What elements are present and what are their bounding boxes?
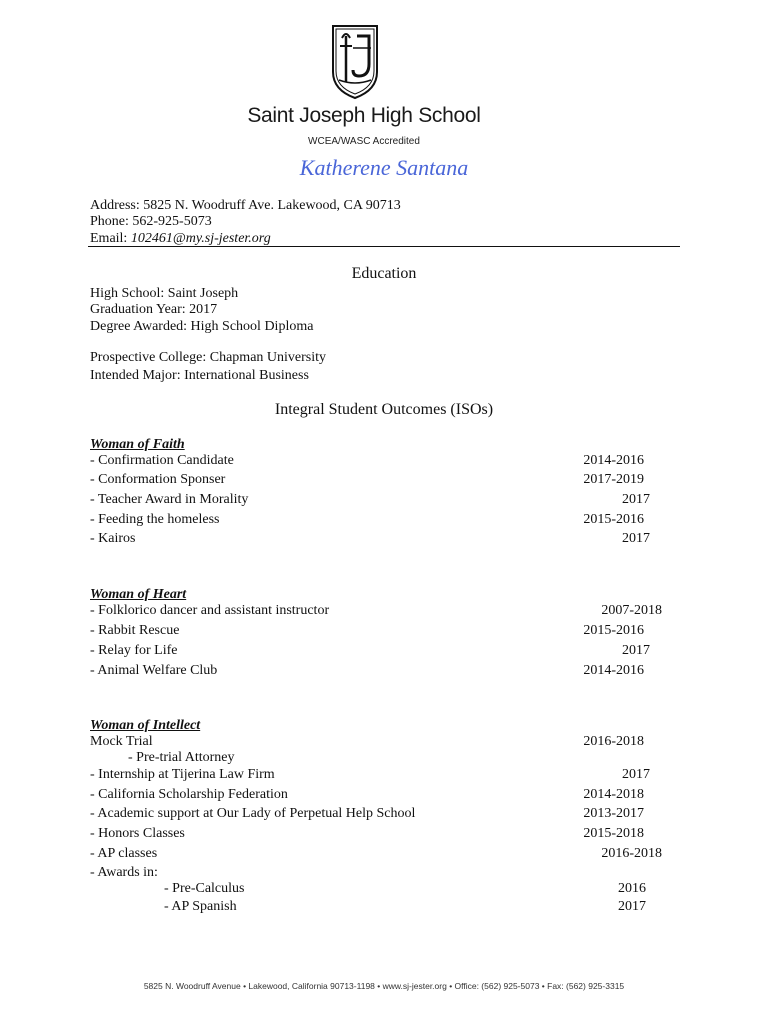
school-name: Saint Joseph High School (247, 104, 481, 127)
list-item-year: 2015-2016 (583, 623, 644, 638)
list-item: Mock Trial (90, 734, 153, 749)
high-school-line: High School: Saint Joseph (90, 286, 239, 301)
list-item-year: 2015-2018 (583, 826, 644, 841)
education-heading: Education (351, 265, 417, 282)
intellect-section-title: Woman of Intellect (90, 718, 201, 733)
list-item: - Animal Welfare Club (90, 663, 218, 678)
list-item: - AP Spanish (164, 899, 237, 914)
list-item: - Awards in: (90, 865, 158, 880)
list-item: - Pre-trial Attorney (128, 750, 235, 765)
address-line: Address: 5825 N. Woodruff Ave. Lakewood, CA 90713 (90, 198, 401, 213)
iso-heading: Integral Student Outcomes (ISOs) (274, 401, 494, 418)
list-item: - Kairos (90, 531, 136, 546)
list-item-year: 2017 (622, 767, 650, 782)
list-item-year: 2007-2018 (601, 603, 662, 618)
list-item: - Relay for Life (90, 643, 178, 658)
heart-section-title: Woman of Heart (90, 587, 187, 602)
faith-section-title: Woman of Faith (90, 437, 185, 452)
list-item-year: 2017 (618, 899, 646, 914)
email-link[interactable]: 102461@my.sj-jester.org (130, 231, 271, 246)
email-label: Email: (90, 231, 131, 246)
accreditation-text: WCEA/WASC Accredited (308, 136, 420, 147)
list-item: - Rabbit Rescue (90, 623, 180, 638)
college-line: Prospective College: Chapman University (90, 350, 327, 365)
major-line: Intended Major: International Business (90, 368, 309, 383)
list-item: - Internship at Tijerina Law Firm (90, 767, 275, 782)
list-item-year: 2016-2018 (601, 846, 662, 861)
list-item: - Feeding the homeless (90, 512, 220, 527)
list-item-year: 2014-2016 (583, 453, 644, 468)
list-item-year: 2017 (622, 531, 650, 546)
footer-contact: 5825 N. Woodruff Avenue • Lakewood, California 90713-1198 • www.sj-jester.org • Office: (562) 925-5073 • Fax: (562) 925-3315 (143, 981, 625, 991)
list-item: - Pre-Calculus (164, 881, 245, 896)
list-item-year: 2017-2019 (583, 472, 644, 487)
student-name: Katherene Santana (299, 155, 469, 180)
list-item-year: 2017 (622, 643, 650, 658)
list-item-year: 2017 (622, 492, 650, 507)
header-divider (88, 246, 680, 247)
list-item-year: 2016-2018 (583, 734, 644, 749)
list-item: - Academic support at Our Lady of Perpetual Help School (90, 806, 416, 821)
list-item: - Folklorico dancer and assistant instructor (90, 603, 330, 618)
list-item-year: 2015-2016 (583, 512, 644, 527)
list-item: - Teacher Award in Morality (90, 492, 249, 507)
school-crest-icon (331, 24, 379, 100)
degree-line: Degree Awarded: High School Diploma (90, 319, 314, 334)
email-line (90, 231, 271, 247)
list-item: - Confirmation Candidate (90, 453, 234, 468)
phone-line: Phone: 562-925-5073 (90, 214, 212, 229)
list-item: - AP classes (90, 846, 158, 861)
list-item: - California Scholarship Federation (90, 787, 288, 802)
graduation-year-line: Graduation Year: 2017 (90, 302, 218, 317)
list-item-year: 2013-2017 (583, 806, 644, 821)
list-item-year: 2016 (618, 881, 646, 896)
list-item: - Conformation Sponser (90, 472, 226, 487)
list-item-year: 2014-2016 (583, 663, 644, 678)
list-item-year: 2014-2018 (583, 787, 644, 802)
list-item: - Honors Classes (90, 826, 185, 841)
